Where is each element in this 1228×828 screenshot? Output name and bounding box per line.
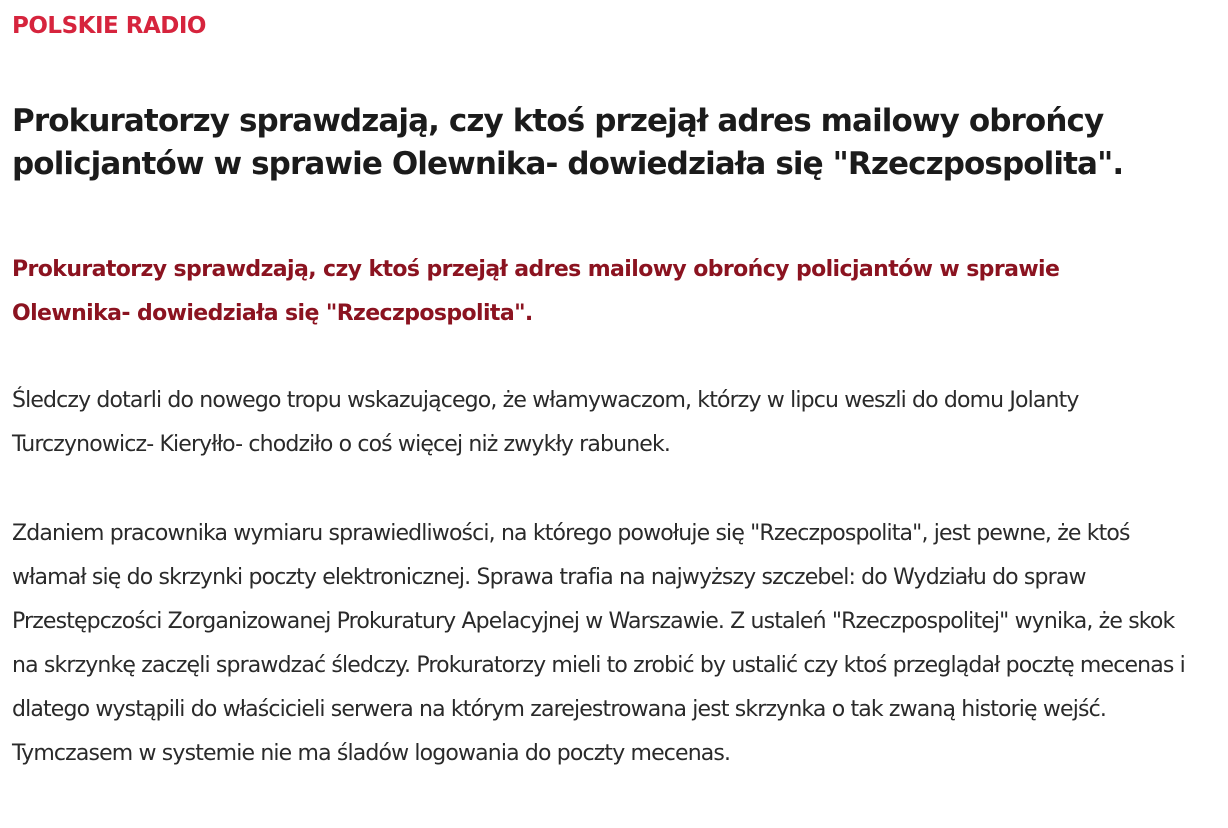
article-paragraph: Zdaniem pracownika wymiaru sprawiedliwości, na którego powołuje się "Rzeczpospolita", jest pewne, że ktoś włamał się do skrzynki poczty elektronicznej. Sprawa trafia na najwyższy szczebel: do Wydziału do spraw Przestępczości Zorganizowanej Prokuratury Apelacyjnej w Warszawie. Z ustaleń "Rzeczpospolitej" wynika, że skok na skrzynkę zaczęli sprawdzać śledczy. Prokuratorzy mieli to zrobić by ustalić czy ktoś przeglądał pocztę mecenas i dlatego wystąpili do właścicieli serwera na którym zarejestrowana jest skrzynka o tak zwaną historię wejść. Tymczasem w systemie nie ma śladów logowania do poczty mecenas. xyxy=(12,521,1185,766)
article-lead: Prokuratorzy sprawdzają, czy ktoś przejął adres mailowy obrońcy policjantów w sprawie Olewnika- dowiedziała się "Rzeczpospolita". xyxy=(12,257,1060,326)
site-logo-text[interactable]: POLSKIE RADIO xyxy=(12,13,206,39)
article-paragraph: Śledczy dotarli do nowego tropu wskazującego, że włamywaczom, którzy w lipcu weszli do domu Jolanty Turczynowicz- Kieryłło- chodziło o coś więcej niż zwykły rabunek. xyxy=(12,388,1079,457)
article-headline: Prokuratorzy sprawdzają, czy ktoś przejął adres mailowy obrońcy policjantów w sprawie Olewnika- dowiedziała się "Rzeczpospolita". xyxy=(12,103,1124,182)
